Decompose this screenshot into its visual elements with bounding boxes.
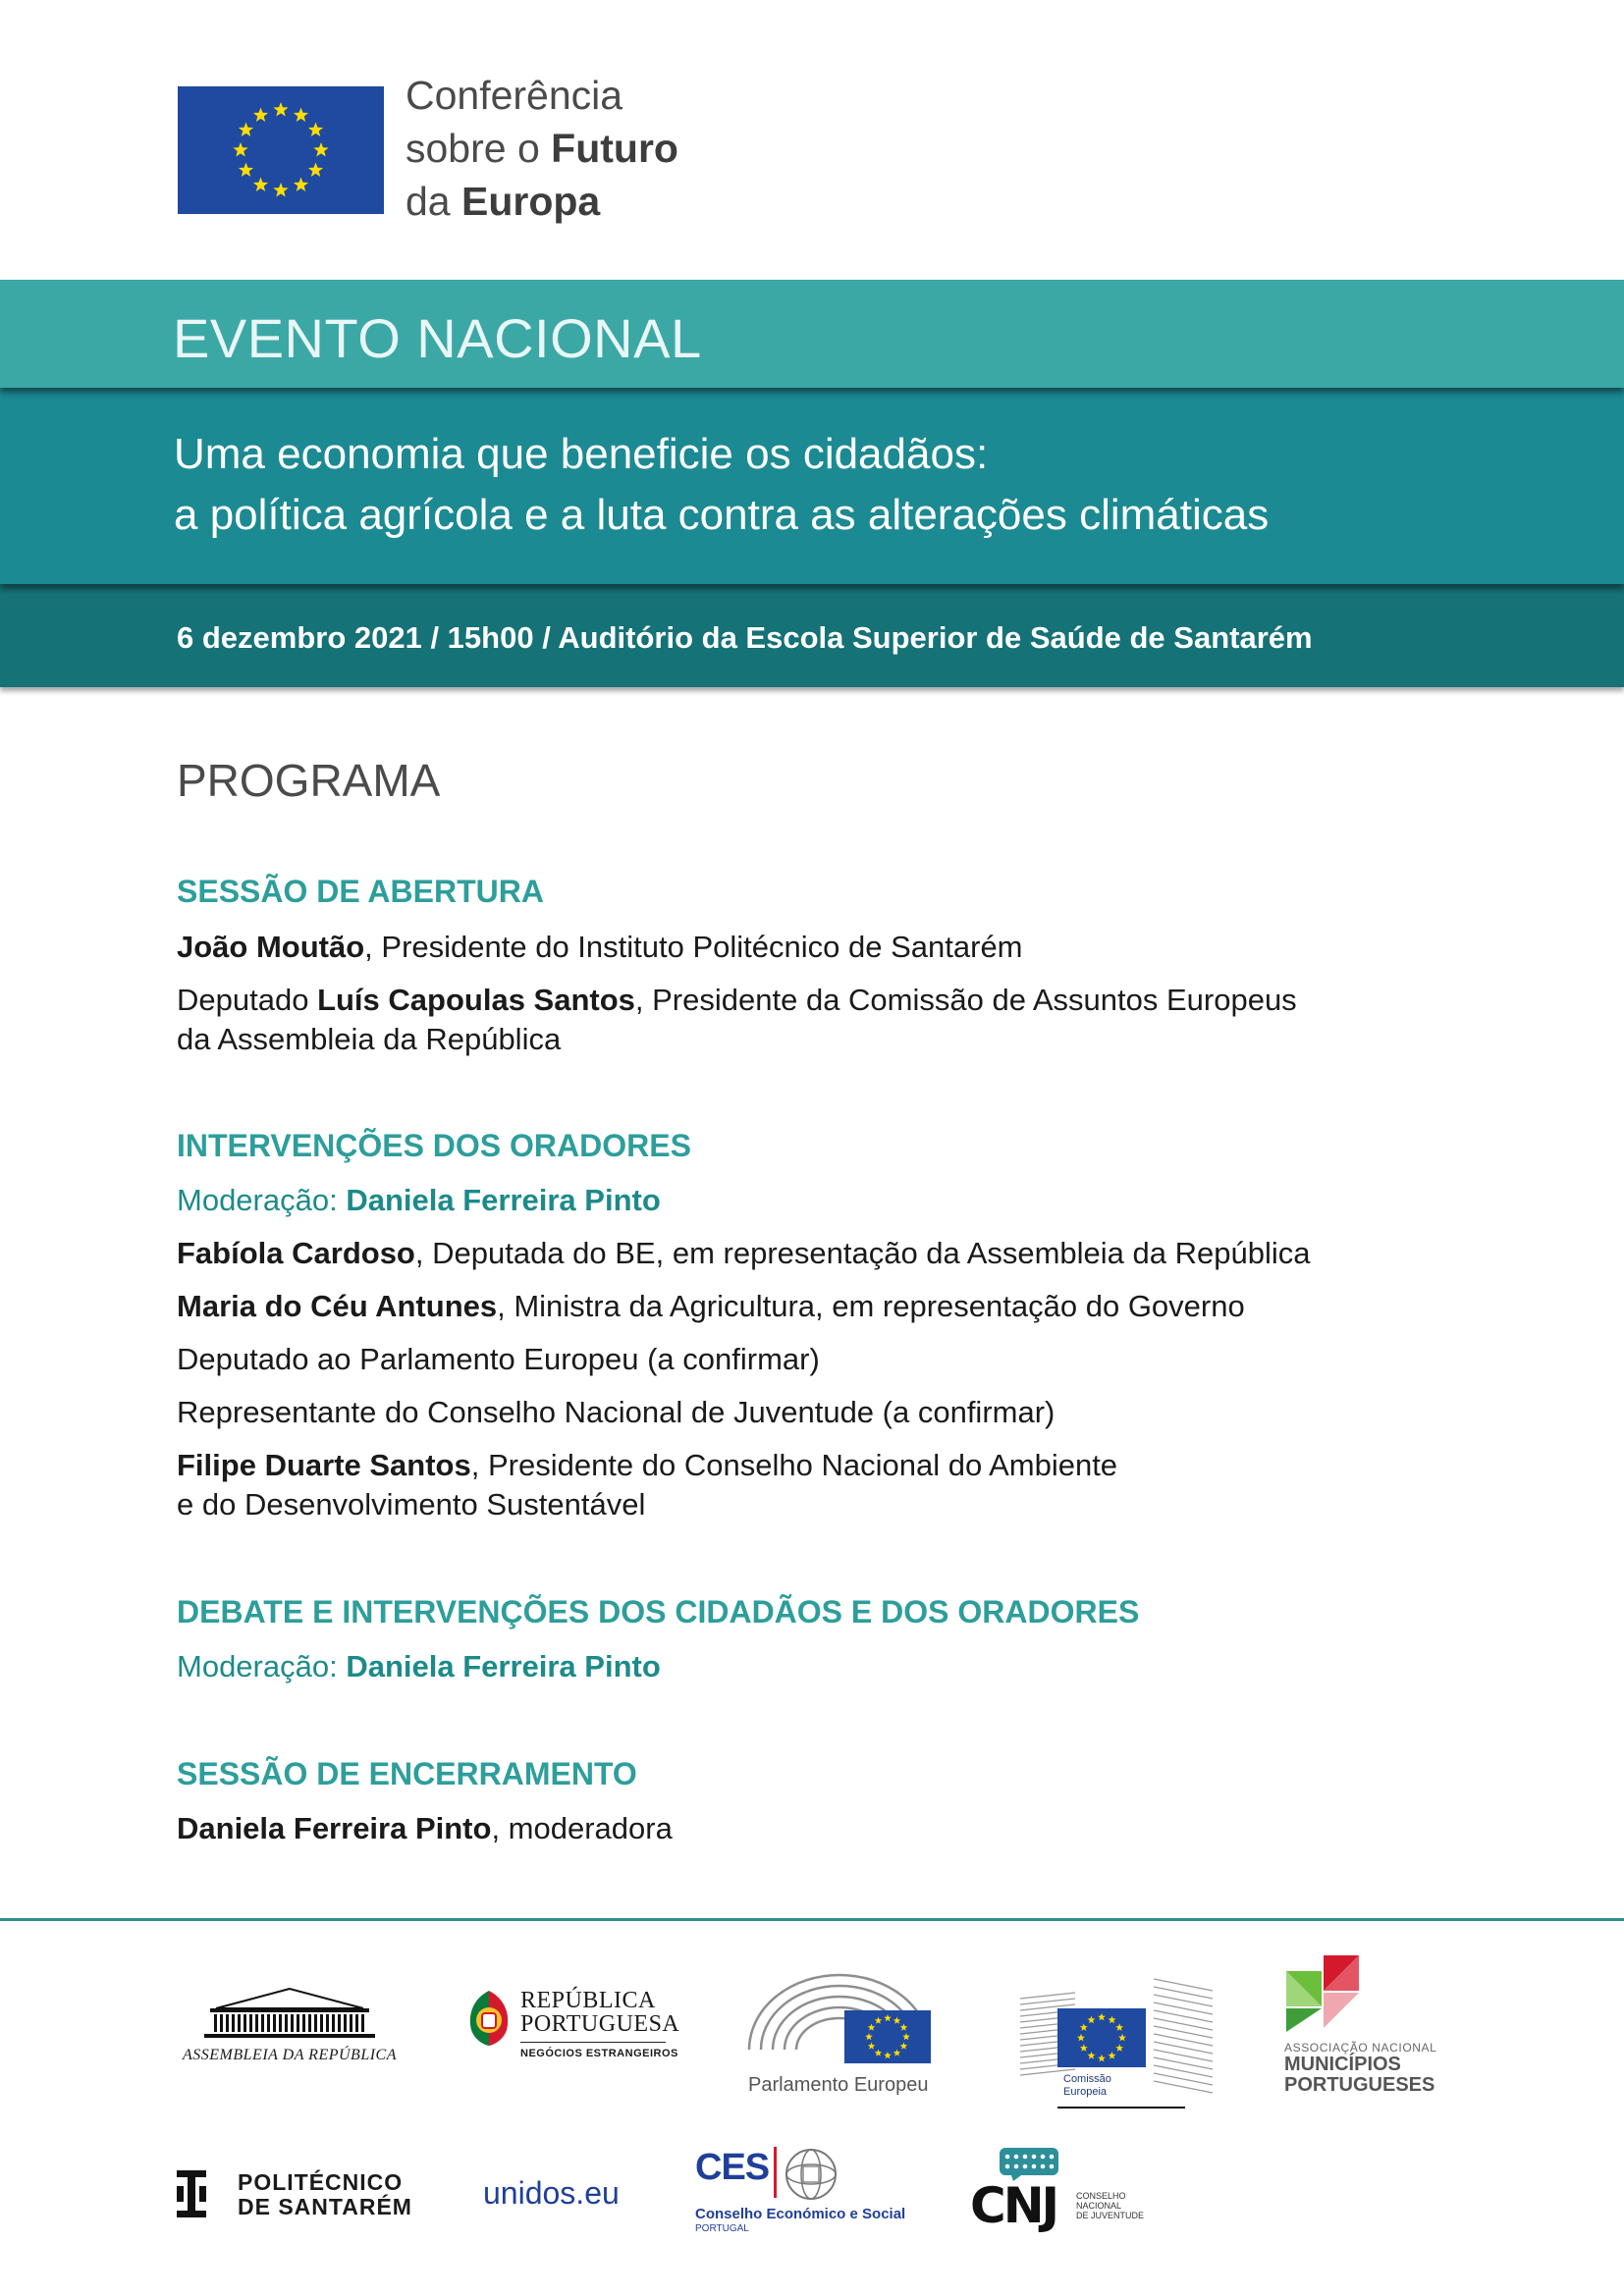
section-heading-debate: DEBATE E INTERVENÇÕES DOS CIDADÃOS E DOS ORADORES [177,1594,1140,1629]
parlamento-europeu-logo: Parlamento Europeu [741,1965,938,2098]
programme-line: Filipe Duarte Santos, Presidente do Conselho Nacional do Ambiente [177,1448,1118,1482]
programme-line: Maria do Céu Antunes, Ministra da Agricultura, em representação do Governo [177,1289,1245,1323]
politecnico-santarem-logo: POLITÉCNICO DE SANTARÉM [177,2164,412,2233]
comissao-europeia-logo: Comissão Europeia [1016,1971,1222,2109]
parliament-building-icon [177,1985,403,2042]
programme-line: Fabíola Cardoso, Deputada do BE, em representação da Assembleia da República [177,1236,1311,1270]
portugal-arms-icon [463,1989,514,2048]
berlaymont-icon [1016,1971,1222,2109]
moderation-line: Moderação: Daniela Ferreira Pinto [177,1183,661,1217]
section-heading-encerramento: SESSÃO DE ENCERRAMENTO [177,1756,637,1791]
unidos-eu-logo: unidos.eu [483,2175,620,2211]
programme-line: Deputado ao Parlamento Europeu (a confirmar) [177,1342,820,1376]
speech-bubble-icon [1000,2148,1058,2181]
programme-line: e do Desenvolvimento Sustentável [177,1487,646,1522]
event-label: EVENTO NACIONAL [173,307,702,369]
programme-line: João Moutão, Presidente do Instituto Politécnico de Santarém [177,930,1023,964]
footer-divider [0,1918,1624,1921]
republica-portuguesa-logo: REPÚBLICA PORTUGUESA NEGÓCIOS ESTRANGEIROS [461,1985,687,2073]
conference-title: Conferência sobre o Futuro da Europa [406,73,678,224]
event-subtitle: Uma economia que beneficie os cidadãos: a política agrícola e a luta contra as alterações climáticas [174,430,1270,539]
armillary-sphere-icon [784,2147,839,2202]
event-dateline: 6 dezembro 2021 / 15h00 / Auditório da Escola Superior de Saúde de Santarém [177,620,1313,655]
assembleia-republica-logo: ASSEMBLEIA DA REPÚBLICA [177,1985,403,2073]
programme-line: Daniela Ferreira Pinto, moderadora [177,1811,673,1845]
anmp-logo: ASSOCIAÇÃO NACIONAL MUNICÍPIOS PORTUGUESES [1284,1953,1481,2101]
pinwheel-icon [1284,1953,1373,2032]
eu-flag-logo [178,86,384,214]
programme-title: PROGRAMA [177,755,441,806]
programme-line: da Assembleia da República [177,1022,562,1056]
moderation-line: Moderação: Daniela Ferreira Pinto [177,1649,661,1683]
politecnico-mark-icon [177,2170,206,2217]
section-heading-intervencoes: INTERVENÇÕES DOS ORADORES [177,1128,691,1163]
programme-line: Deputado Luís Capoulas Santos, Presidente da Comissão de Assuntos Europeus [177,983,1297,1017]
section-heading-abertura: SESSÃO DE ABERTURA [177,874,544,909]
cnj-logo: CNJ CONSELHO NACIONAL DE JUVENTUDE [970,2148,1157,2246]
programme-line: Representante do Conselho Nacional de Juventude (a confirmar) [177,1395,1056,1429]
hemicycle-icon [741,1965,938,2063]
ces-logo: CES Conselho Económico e Social PORTUGAL [695,2147,906,2234]
